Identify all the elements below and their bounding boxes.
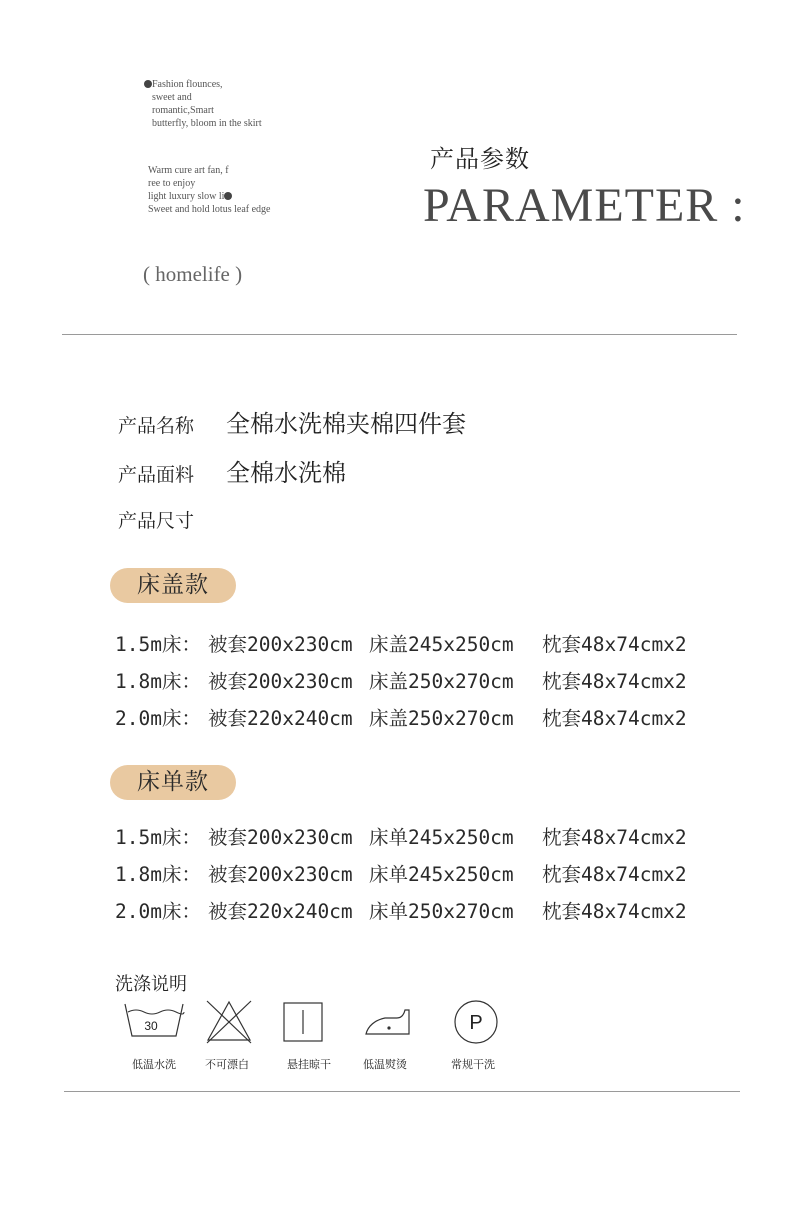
duvet-size: 被套200x230cm (208, 670, 353, 693)
pillow-size: 枕套48x74cmx2 (542, 633, 687, 656)
size-row (115, 703, 687, 731)
poem-line: light luxury slow li (148, 191, 225, 202)
bed-size: 2.0m床： (115, 707, 201, 730)
divider-bottom (64, 1091, 740, 1092)
title-en: PARAMETER : (423, 179, 746, 232)
poem-line: Warm cure art fan, f (148, 165, 229, 176)
duvet-size: 被套220x240cm (208, 900, 353, 923)
size-row (115, 666, 687, 694)
divider-top (62, 334, 737, 335)
no-bleach-icon (204, 998, 254, 1050)
spec-value: 全棉水洗棉 (226, 459, 346, 487)
cover-size: 床单245x250cm (369, 863, 514, 886)
cover-size: 床单245x250cm (369, 826, 514, 849)
care-label: 不可漂白 (205, 1058, 249, 1071)
care-label: 低温水洗 (132, 1058, 176, 1071)
low-iron-icon (363, 998, 413, 1050)
cover-size: 床盖250x270cm (369, 670, 514, 693)
wash-30-icon (122, 998, 186, 1050)
poem-line: sweet and (152, 92, 192, 103)
pillow-size: 枕套48x74cmx2 (542, 670, 687, 693)
bed-size: 1.8m床： (115, 863, 201, 886)
care-label: 常规干洗 (451, 1058, 495, 1071)
poem-line: Sweet and hold lotus leaf edge (148, 204, 271, 215)
dry-clean-p-icon (452, 998, 500, 1050)
duvet-size: 被套200x230cm (208, 826, 353, 849)
poem-line: Fashion flounces, (152, 79, 223, 90)
bed-size: 1.8m床： (115, 670, 201, 693)
care-label: 悬挂晾干 (287, 1058, 331, 1071)
section-pill-bedsheet: 床单款 (110, 765, 236, 800)
bed-size: 2.0m床： (115, 900, 201, 923)
pillow-size: 枕套48x74cmx2 (542, 900, 687, 923)
pillow-size: 枕套48x74cmx2 (542, 863, 687, 886)
pillow-size: 枕套48x74cmx2 (542, 826, 687, 849)
wash-temp: 30 (144, 1019, 158, 1033)
spec-row-fabric (118, 453, 346, 488)
spec-label: 产品名称 (118, 415, 195, 437)
spec-row-name (118, 404, 466, 439)
spec-value: 全棉水洗棉夹棉四件套 (226, 410, 466, 438)
poem-line: ree to enjoy (148, 178, 196, 189)
poem-block-1 (144, 78, 262, 130)
care-title: 洗涤说明 (115, 974, 187, 995)
title-cn: 产品参数 (430, 145, 530, 173)
cover-size: 床单250x270cm (369, 900, 514, 923)
poem-line: butterfly, bloom in the skirt (152, 118, 262, 129)
care-label: 低温熨烫 (363, 1058, 407, 1071)
bed-size: 1.5m床： (115, 826, 201, 849)
duvet-size: 被套220x240cm (208, 707, 353, 730)
dry-clean-letter: P (469, 1012, 483, 1034)
section-pill-bedspread: 床盖款 (110, 568, 236, 603)
poem-block-2 (148, 164, 270, 216)
hang-dry-icon (282, 998, 324, 1050)
brand-label: ( homelife ) (143, 262, 243, 286)
size-row (115, 859, 687, 887)
bed-size: 1.5m床： (115, 633, 201, 656)
size-row (115, 822, 687, 850)
pillow-size: 枕套48x74cmx2 (542, 707, 687, 730)
bullet-dot-icon (224, 192, 232, 200)
cover-size: 床盖250x270cm (369, 707, 514, 730)
spec-label: 产品面料 (118, 464, 195, 486)
poem-line: romantic,Smart (152, 105, 214, 116)
spec-label: 产品尺寸 (118, 510, 195, 532)
duvet-size: 被套200x230cm (208, 633, 353, 656)
size-row (115, 896, 687, 924)
duvet-size: 被套200x230cm (208, 863, 353, 886)
cover-size: 床盖245x250cm (369, 633, 514, 656)
bullet-dot-icon (144, 80, 152, 88)
size-row (115, 629, 687, 657)
spec-row-size (118, 505, 226, 533)
